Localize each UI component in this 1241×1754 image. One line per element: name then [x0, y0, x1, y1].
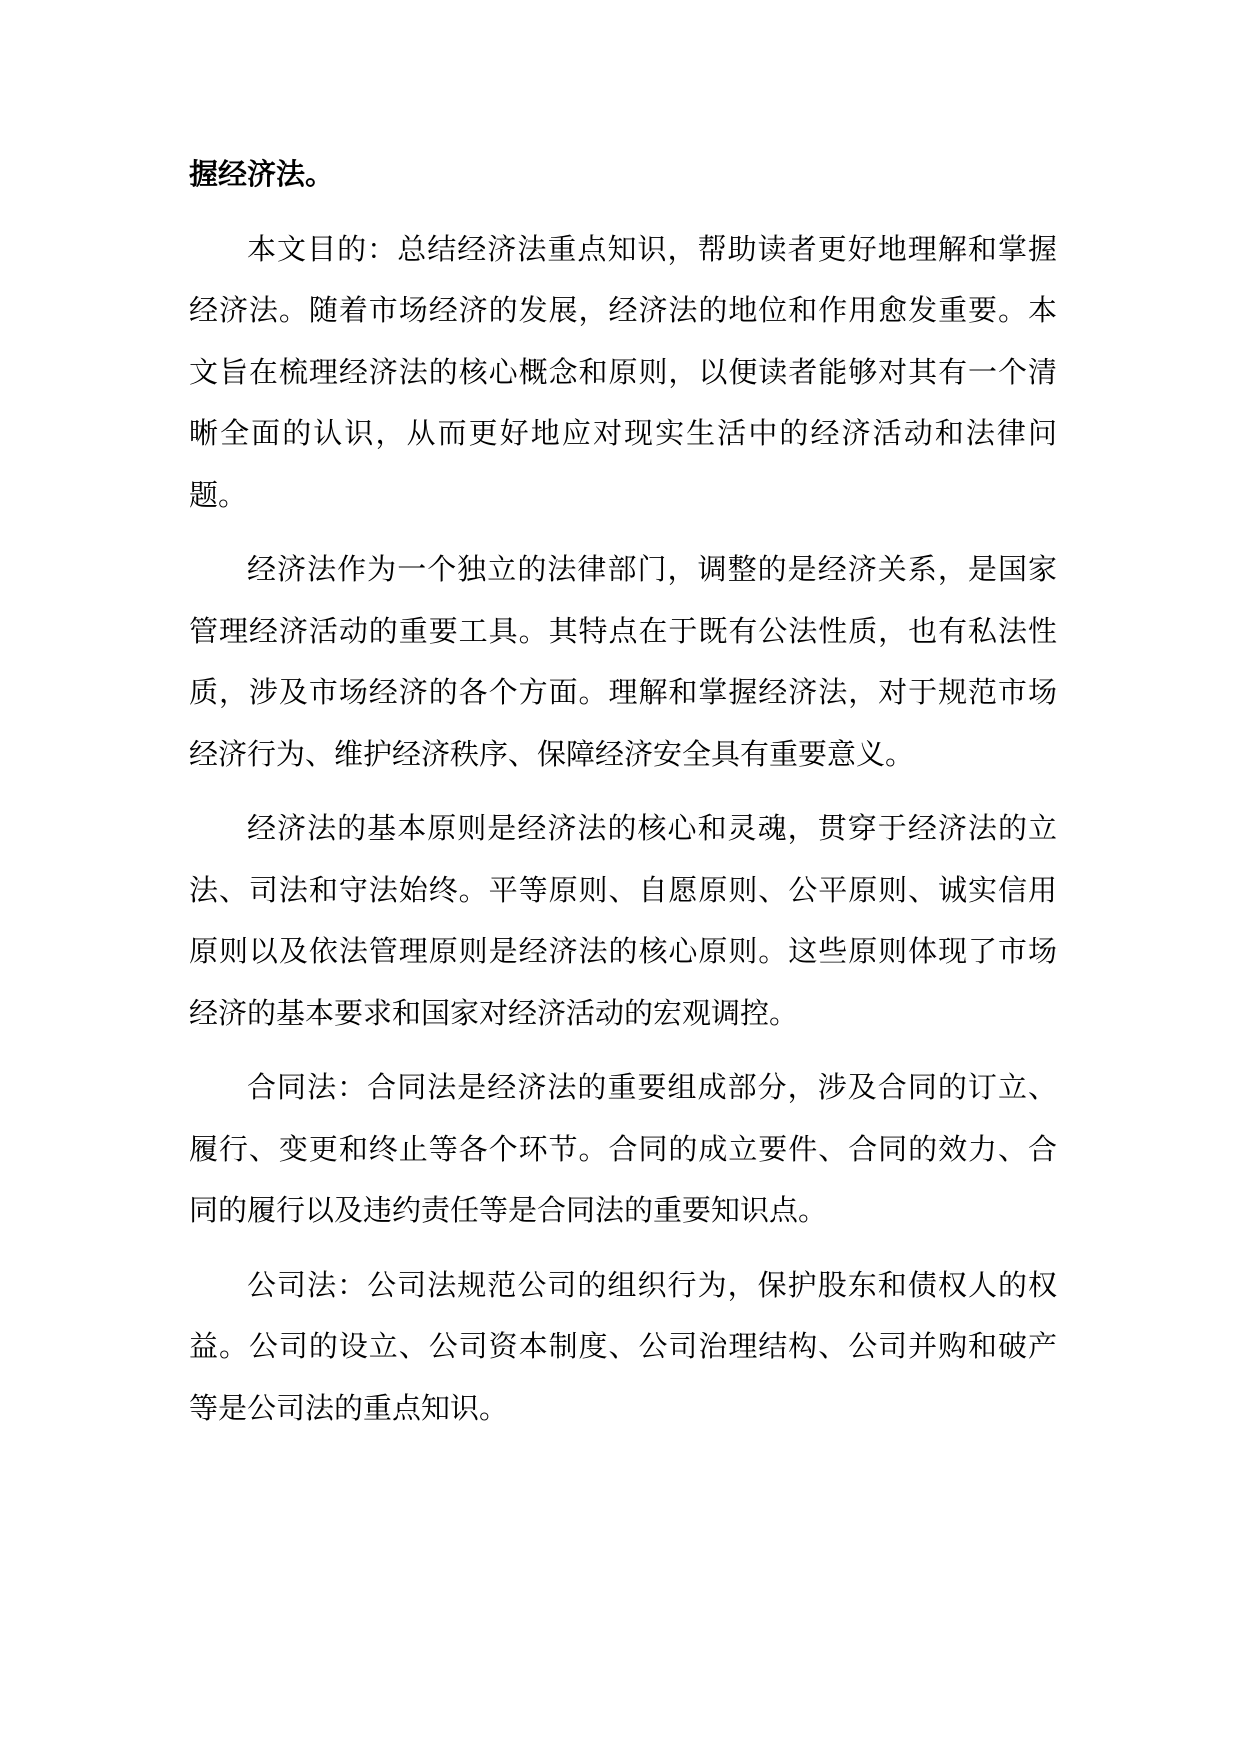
paragraph-contract-law: 合同法：合同法是经济法的重要组成部分，涉及合同的订立、履行、变更和终止等各个环节。合同的成立要件、合同的效力、合同的履行以及违约责任等是合同法的重要知识点。 [189, 1070, 1057, 1227]
document-body [189, 144, 1057, 1452]
paragraph-economic-law-nature: 经济法作为一个独立的法律部门，调整的是经济关系，是国家管理经济活动的重要工具。其特点在于既有公法性质，也有私法性质，涉及市场经济的各个方面。理解和掌握经济法，对于规范市场经济行为、维护经济秩序、保障经济安全具有重要意义。 [189, 552, 1057, 771]
paragraph-company-law: 公司法：公司法规范公司的组织行为，保护股东和债权人的权益。公司的设立、公司资本制度、公司治理结构、公司并购和破产等是公司法的重点知识。 [189, 1267, 1057, 1425]
paragraph-basic-principles: 经济法的基本原则是经济法的核心和灵魂，贯穿于经济法的立法、司法和守法始终。平等原则、自愿原则、公平原则、诚实信用原则以及依法管理原则是经济法的核心原则。这些原则体现了市场经济的基本要求和国家对经济活动的宏观调控。 [189, 811, 1057, 1030]
heading-fragment: 握经济法。 [189, 157, 335, 191]
paragraph-purpose: 本文目的：总结经济法重点知识，帮助读者更好地理解和掌握经济法。随着市场经济的发展，经济法的地位和作用愈发重要。本文旨在梳理经济法的核心概念和原则，以便读者能够对其有一个清晰全面的认识，从而更好地应对现实生活中的经济活动和法律问题。 [189, 231, 1057, 512]
